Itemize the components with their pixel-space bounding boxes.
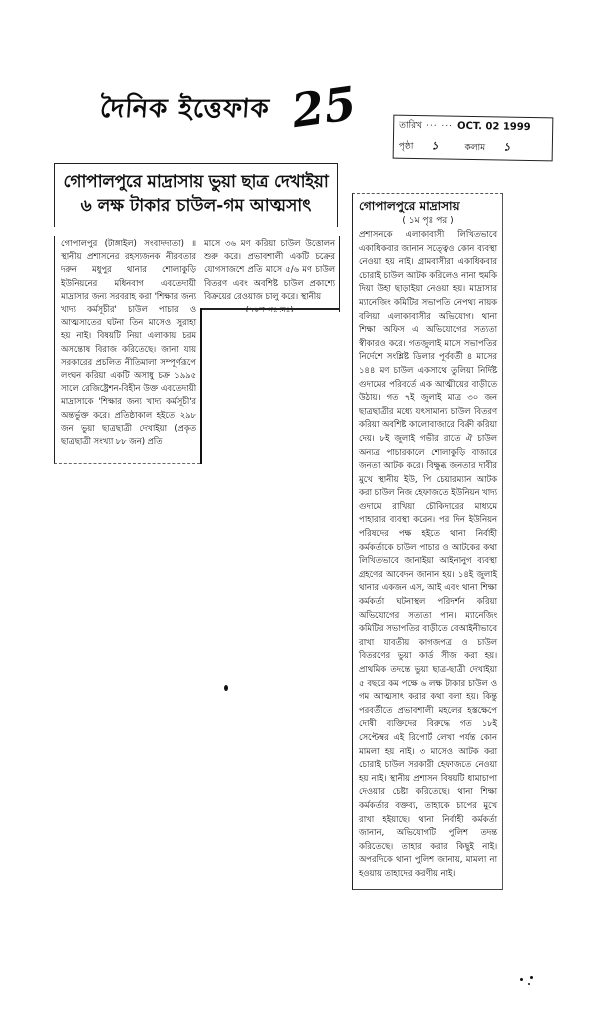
stamp-date-dots: ··· ··· xyxy=(425,121,454,132)
scan-speck xyxy=(224,685,228,691)
column-divider-horizontal xyxy=(200,308,340,310)
article-column-middle xyxy=(200,236,340,312)
stamp-page-label: পৃষ্ঠা xyxy=(398,141,414,152)
archive-stamp xyxy=(393,115,554,162)
scan-speck xyxy=(520,978,523,981)
article-body-left: গোপালপুর (টাঙ্গাইল) সংবাদদাতা) ॥ স্থানীয় প্রশাসনের রহস্যজনক নীরবতার দরুন মধুপুর থানার শোলাকুড়ি ইউনিয়নের মধিনবাগ এবতেদায়ী মাদ্রাসার জন্য সরবরাহ করা 'শিক্ষার জন্য খাদ্য কর্মসূচীর' চাউল পাচার ও আত্মসাতের ঘটনা তিন মাসেও সুরাহা হয় নাই। বিষয়টি নিয়া এলাকায় চরম অসন্তোষ বিরাজ করিতেছে। জানা যায় সরকারের প্রচলিত নীতিমালা সম্পূর্ণরূপে লংঘন করিয়া একটি অসাধু চক্র ১৯৯৫ সালে রেজিষ্ট্রেশন-বিহীন উক্ত এবতেদায়ী মাদ্রাসাকে 'শিক্ষার জন্য খাদ্য কর্মসূচী'র অন্তর্ভুক্ত করে। প্রতিষ্ঠাকাল হইতে ২৯৮ জন ভুয়া ছাত্রছাত্রী দেখাইয়া (প্রকৃত ছাত্রছাত্রী সংখ্যা ৮৮ জন) প্রতি xyxy=(61,239,196,448)
stamp-date-label: তারিখ xyxy=(399,120,423,132)
stamp-date-row xyxy=(399,118,547,140)
continuation-title: গোপালপুরে মাদ্রাসায় xyxy=(359,199,460,213)
handwritten-page-number: 25 xyxy=(288,75,360,139)
article-column-left xyxy=(54,236,200,464)
stamp-page-value: ১ xyxy=(431,139,439,153)
stamp-page-row xyxy=(399,137,547,159)
article-headline xyxy=(54,163,338,227)
continuation-body: প্রশাসনকে এলাকাবাসী লিখিতভাবে একাধিকবার জানান সত্ত্বেও কোন ব্যবস্থা নেওয়া হয় নাই। গ্রামবাসীরা একাধিকবার চোরাই চাউল আটক করিলেও নানা হুমকি দিয়া উহা ছাড়াইয়া নেওয়া হয়। মাদ্রাসার ম্যানেজিং কমিটির সভাপতি নেপথ্য নায়ক বলিয়া এলাকাবাসীর অভিযোগ। থানা শিক্ষা অফিস এ অভিযোগের সত্যতা স্বীকারও করে। গতজুলাই মাসে সভাপতির নির্দেশে সংশ্লিষ্ট ডিলার পূর্ববর্তী ৪ মাসের ১৪৪ মণ চাউল একসাথে তুলিয়া নির্দিষ্ট গুদামের পরিবর্তে এক আত্মীয়ের বাড়ীতে উঠায়। গত ৭ই জুলাই মাত্র ৩০ জন ছাত্রছাত্রীর মধ্যে যৎসামান্য চাউল বিতরণ করিয়া অবশিষ্ট কালোবাজারে বিক্রী করিয়া দেয়। ৮ই জুলাই গভীর রাতে ঐ চাউল অন্যত্র পাচারকালে শোলাকুড়ি বাজারে জনতা আটক করে। বিক্ষুব্ধ জনতার দাবীর মুখে স্থানীয় ইউ, পি চেয়ারম্যান আটক করা চাউল নিজ হেফাজতে ইউনিয়ন খাদ্য গুদামে রাখিয়া চৌকিদারের মাধ্যমে পাহারার ব্যবস্থা করেন। পর দিন ইউনিয়ন পরিষদের পক্ষ হইতে থানা নির্বাহী কর্মকর্তাকে চাউল পাচার ও আটকের কথা লিখিতভাবে জানাইয়া আইনানুগ ব্যবস্থা গ্রহণের আবেদন জানান হয়। ১৪ই জুলাই থানার একজন এস, আই এবং থানা শিক্ষা কর্মকর্তা ঘটনাস্থল পরিদর্শন করিয়া অভিযোগের সত্যতা পান। ম্যানেজিং কমিটির সভাপতির বাড়ীতে বেআইনীভাবে রাখা যাবতীয় কাগজপত্র ও চাউল বিতরণের ভুয়া কার্ড সীজ করা হয়। প্রাথমিক তদন্তে ভুয়া ছাত্র-ছাত্রী দেখাইয়া ৫ বছরে কম পক্ষে ৬ লক্ষ টাকার চাউল ও গম আত্মসাৎ করার কথা বলা হয়। কিন্তু পরবর্তীতে প্রভাবশালী মহলের হস্তক্ষেপে দোষী ব্যক্তিদের বিরুদ্ধে গত ১৮ই সেপ্টেম্বর এই রিপোর্ট লেখা পর্যন্ত কোন মামলা হয় নাই। ৩ মাসেও আটক করা চোরাই চাউল সরকারী হেফাজতে নেওয়া হয় নাই। স্থানীয় প্রশাসন বিষয়টি ধামাচাপা দেওয়ার চেষ্টা করিতেছে। থানা শিক্ষা কর্মকর্তার বক্তব্য, তাহাকে চাপের মুখে রাখা হইয়াছে। থানা নির্বাহী কর্মকর্তা জানান, অভিযোগটি পুলিশ তদন্ত করিতেছে। তাহার করার কিছুই নাই। অপরদিকে থানা পুলিশ জানায়, মামলা না হওয়ায় তাহাদের করণীয় নাই। xyxy=(359,230,497,879)
column-divider-vertical xyxy=(200,308,202,464)
headline-line-2: ৬ লক্ষ টাকার চাউল-গম আত্মসাৎ xyxy=(80,196,312,216)
stamp-date-value: OCT. 02 1999 xyxy=(456,120,531,134)
stamp-column-label: কলাম xyxy=(464,142,486,154)
article-body-middle: মাসে ৩৬ মণ করিয়া চাউল উত্তোলন শুরু করে। প্রভাবশালী একটি চক্রের যোগসাজশে প্রতি মাসে ৫/৬ মণ চাউল বিতরণ এবং অবশিষ্ট চাউল প্রকাশ্যে বিক্রয়ের রেওয়াজ চালু করে। স্থানীয় xyxy=(204,239,335,302)
continuation-column xyxy=(352,193,503,890)
continuation-from-note: ( ১ম পৃঃ পর ) xyxy=(402,216,454,226)
scan-speck xyxy=(530,976,533,979)
newspaper-masthead: দৈনিক ইত্তেফাক xyxy=(99,94,271,124)
stamp-column-value: ১ xyxy=(503,140,511,154)
headline-line-1: গোপালপুরে মাদ্রাসায় ভুয়া ছাত্র দেখাইয়া xyxy=(63,172,329,192)
scan-speck xyxy=(528,983,530,985)
